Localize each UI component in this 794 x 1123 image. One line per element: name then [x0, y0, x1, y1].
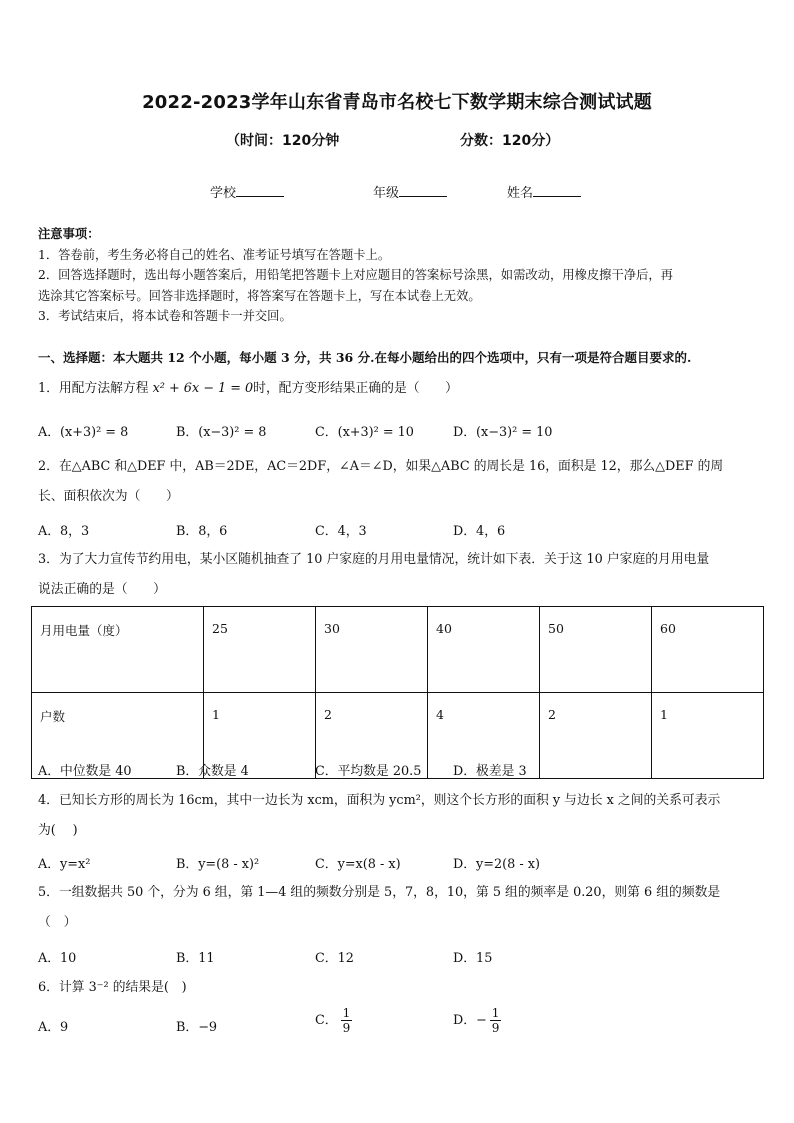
- table-cell: 2: [540, 693, 652, 779]
- option-c[interactable]: C．(x+3)² = 10: [315, 425, 414, 440]
- notes-item: 选涂其它答案标号。回答非选择题时，将答案写在答题卡上，写在本试卷上无效。: [38, 288, 481, 303]
- question-4-stem-line: 为( ): [38, 823, 78, 838]
- option-b[interactable]: B．11: [176, 951, 215, 966]
- school-blank: [236, 184, 284, 197]
- option-c[interactable]: C．4，3: [315, 524, 367, 539]
- question-3-stem-line: 3．为了大力宣传节约用电，某小区随机抽查了 10 户家庭的月用电量情况，统计如下表．关于这 10 户家庭的月用电量: [38, 552, 710, 567]
- table-cell: 1: [652, 693, 764, 779]
- option-a[interactable]: A．(x+3)² = 8: [38, 425, 129, 440]
- table-row: [32, 607, 764, 693]
- table-cell: 25: [204, 607, 316, 693]
- option-d[interactable]: D．y=2(8 - x): [453, 857, 540, 872]
- fraction-one-ninth: [341, 1006, 353, 1035]
- option-a[interactable]: A．中位数是 40: [38, 764, 132, 779]
- grade-label: 年级: [373, 186, 400, 201]
- option-a[interactable]: A．8，3: [38, 524, 90, 539]
- option-b[interactable]: B．(x−3)² = 8: [176, 425, 267, 440]
- table-header-cell: 户数: [32, 693, 204, 779]
- fraction-denominator: 9: [491, 1021, 500, 1035]
- school-field: [210, 182, 284, 201]
- option-c[interactable]: C．12: [315, 951, 354, 966]
- fraction-one-ninth: [490, 1006, 502, 1035]
- name-label: 姓名: [507, 186, 534, 201]
- question-5: [38, 878, 760, 938]
- option-d[interactable]: [453, 1006, 501, 1035]
- table-header-cell: 月用电量（度）: [32, 607, 204, 693]
- question-1: [38, 374, 760, 404]
- question-3-options: [38, 760, 760, 782]
- question-6: [38, 973, 760, 1003]
- question-1-stem: [38, 374, 760, 404]
- table-cell: 4: [428, 693, 540, 779]
- fraction-numerator: 1: [342, 1006, 351, 1020]
- option-a[interactable]: A．10: [38, 951, 77, 966]
- option-c-prefix: C．: [315, 1013, 338, 1028]
- option-c[interactable]: C．平均数是 20.5: [315, 764, 422, 779]
- grade-blank: [399, 184, 447, 197]
- option-d[interactable]: D．15: [453, 951, 493, 966]
- option-a[interactable]: A．9: [38, 1020, 69, 1035]
- notes-item: 2．回答选择题时，选出每小题答案后，用铅笔把答题卡上对应题目的答案标号涂黑，如需改动，用橡皮擦干净后，再: [38, 268, 673, 282]
- option-b[interactable]: B．y=(8 - x)²: [176, 857, 260, 872]
- question-4-stem-line: 4．已知长方形的周长为 16cm，其中一边长为 xcm，面积为 ycm²，则这个长方形的面积 y 与边长 x 之间的关系可表示: [38, 793, 721, 808]
- name-field: [507, 182, 581, 201]
- question-4: [38, 786, 760, 846]
- question-2-stem-line: 长、面积依次为（ ）: [38, 489, 179, 504]
- question-5-stem-line: 5．一组数据共 50 个，分为 6 组，第 1—4 组的频数分别是 5，7，8，10，第 5 组的频率是 0.20，则第 6 组的频数是: [38, 885, 721, 900]
- question-6-options: [38, 1006, 760, 1046]
- question-5-options: [38, 947, 760, 969]
- option-d[interactable]: D．极差是 3: [453, 764, 527, 779]
- table-cell: 1: [204, 693, 316, 779]
- option-d[interactable]: D．4，6: [453, 524, 506, 539]
- stem-text: 1．用配方法解方程: [38, 381, 153, 396]
- equation: x² + 6x − 1 = 0: [152, 381, 254, 396]
- fraction-denominator: 9: [342, 1021, 351, 1035]
- school-label: 学校: [210, 186, 237, 201]
- option-a[interactable]: A．y=x²: [38, 857, 91, 872]
- table-cell: 30: [316, 607, 428, 693]
- exam-time: （时间：120分钟: [226, 133, 340, 149]
- question-3-stem-line: 说法正确的是（ ）: [38, 582, 166, 597]
- option-b[interactable]: B．−9: [176, 1020, 218, 1035]
- electricity-table: [31, 606, 764, 779]
- option-d-prefix: D．−: [453, 1013, 487, 1028]
- notes-heading: 注意事项：: [38, 226, 100, 241]
- question-4-options: [38, 853, 760, 875]
- option-c[interactable]: [315, 1006, 352, 1035]
- question-3: [38, 545, 760, 605]
- exam-title: 2022-2023学年山东省青岛市名校七下数学期末综合测试试题: [142, 92, 652, 113]
- name-blank: [533, 184, 581, 197]
- notes-item: 1．答卷前，考生务必将自己的姓名、准考证号填写在答题卡上。: [38, 247, 391, 262]
- option-d[interactable]: D．(x−3)² = 10: [453, 425, 553, 440]
- question-2: [38, 452, 760, 512]
- option-b[interactable]: B．8，6: [176, 524, 228, 539]
- option-b[interactable]: B．众数是 4: [176, 764, 249, 779]
- notes-item: 3．考试结束后，将本试卷和答题卡一并交回。: [38, 309, 292, 323]
- table-cell: 60: [652, 607, 764, 693]
- question-5-stem-line: （ ）: [38, 915, 77, 930]
- question-1-options: [38, 421, 760, 443]
- section-title: 一、选择题：本大题共 12 个小题，每小题 3 分，共 36 分.在每小题给出的四个选项中，只有一项是符合题目要求的.: [38, 350, 692, 365]
- exam-score: 分数：120分）: [460, 133, 560, 149]
- question-6-stem-line: 6．计算 3⁻² 的结果是( ): [38, 980, 187, 995]
- notes-block: [38, 224, 760, 327]
- grade-field: [373, 182, 447, 201]
- option-c[interactable]: C．y=x(8 - x): [315, 857, 401, 872]
- table-cell: 2: [316, 693, 428, 779]
- question-2-stem-line: 2．在△ABC 和△DEF 中，AB＝2DE，AC＝2DF，∠A＝∠D，如果△ABC 的周长是 16，面积是 12，那么△DEF 的周: [38, 459, 724, 474]
- question-2-options: [38, 520, 760, 542]
- stem-text: 时，配方变形结果正确的是（ ）: [253, 381, 458, 396]
- table-cell: 50: [540, 607, 652, 693]
- table-cell: 40: [428, 607, 540, 693]
- fraction-numerator: 1: [491, 1006, 500, 1020]
